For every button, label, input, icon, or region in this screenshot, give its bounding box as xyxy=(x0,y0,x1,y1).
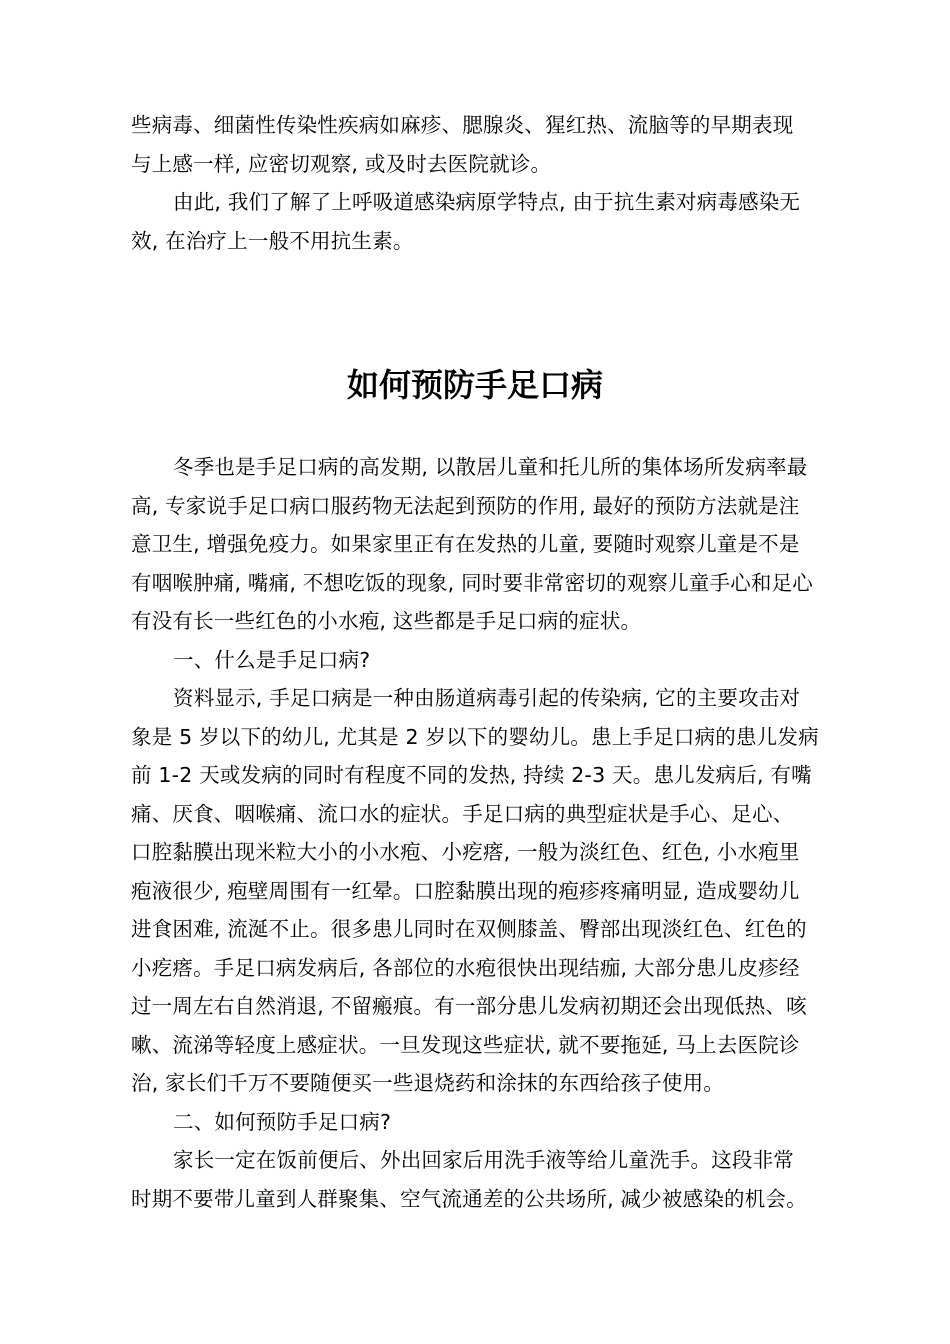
text-line: 象是 5 岁以下的幼儿, 尤其是 2 岁以下的婴幼儿。患上手足口病的患儿发病 xyxy=(131,724,819,749)
text-line: 时期不要带儿童到人群聚集、空气流通差的公共场所, 减少被感染的机会。 xyxy=(131,1186,807,1211)
intro-paragraphs xyxy=(131,106,821,260)
text-line: 口腔黏膜出现米粒大小的小水疱、小疙瘩, 一般为淡红色、红色, 小水疱里 xyxy=(131,840,800,864)
text-line: 嗽、流涕等轻度上感症状。一旦发现这些症状, 就不要拖延, 马上去医院诊 xyxy=(131,1032,800,1057)
article-body xyxy=(131,448,821,1218)
text-line: 进食困难, 流涎不止。很多患儿同时在双侧膝盖、臀部出现淡红色、红色的 xyxy=(131,917,807,941)
text-line: 过一周左右自然消退, 不留瘢痕。有一部分患儿发病初期还会出现低热、咳 xyxy=(131,994,807,1018)
text-line: 些病毒、细菌性传染性疾病如麻疹、腮腺炎、猩红热、流脑等的早期表现 xyxy=(131,113,794,137)
text-line: 意卫生, 增强免疫力。如果家里正有在发热的儿童, 要随时观察儿童是不是 xyxy=(131,532,800,556)
text-line: 痛、厌食、咽喉痛、流口水的症状。手足口病的典型症状是手心、足心、 xyxy=(131,801,794,826)
text-line: 有没有长一些红色的小水疱, 这些都是手足口病的症状。 xyxy=(131,609,642,633)
text-line: 小疙瘩。手足口病发病后, 各部位的水疱很快出现结痂, 大部分患儿皮疹经 xyxy=(131,955,800,980)
section-heading: 二、如何预防手足口病? xyxy=(173,1109,392,1134)
text-line: 家长一定在饭前便后、外出回家后用洗手液等给儿童洗手。这段非常 xyxy=(173,1148,794,1172)
text-line: 前 1-2 天或发病的同时有程度不同的发热, 持续 2-3 天。患儿发病后, 有嘴 xyxy=(131,763,812,787)
text-line: 冬季也是手足口病的高发期, 以散居儿童和托儿所的集体场所发病率最 xyxy=(173,455,808,479)
text-line: 资料显示, 手足口病是一种由肠道病毒引起的传染病, 它的主要攻击对 xyxy=(173,686,801,710)
article-title: 如何预防手足口病 xyxy=(346,366,603,404)
text-line: 与上感一样, 应密切观察, 或及时去医院就诊。 xyxy=(131,151,552,176)
section-heading: 一、什么是手足口病? xyxy=(173,647,371,672)
text-line: 疱液很少, 疱壁周围有一红晕。口腔黏膜出现的疱疹疼痛明显, 造成婴幼儿 xyxy=(131,878,800,903)
text-line: 有咽喉肿痛, 嘴痛, 不想吃饭的现象, 同时要非常密切的观察儿童手心和足心 xyxy=(131,570,813,595)
text-line: 治, 家长们千万不要随便买一些退烧药和涂抹的东西给孩子使用。 xyxy=(131,1071,725,1095)
text-line: 效, 在治疗上一般不用抗生素。 xyxy=(131,228,414,253)
text-line: 高, 专家说手足口病口服药物无法起到预防的作用, 最好的预防方法就是注 xyxy=(131,493,800,518)
text-line: 由此, 我们了解了上呼吸道感染病原学特点, 由于抗生素对病毒感染无 xyxy=(173,190,801,214)
